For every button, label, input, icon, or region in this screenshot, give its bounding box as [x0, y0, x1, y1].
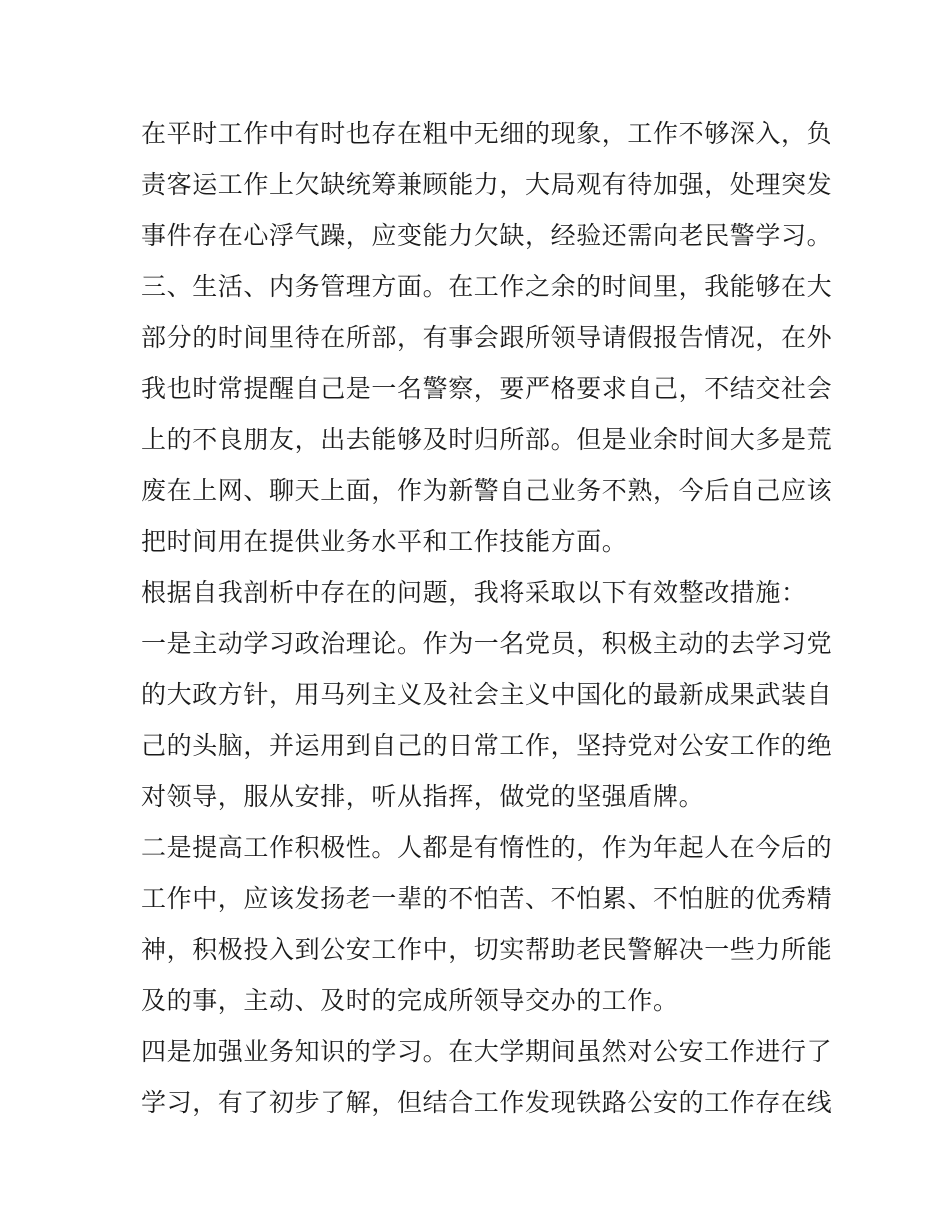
text-line: 己的头脑，并运用到自己的日常工作，坚持党对公安工作的绝 — [141, 731, 833, 760]
text-line: 把时间用在提供业务水平和工作技能方面。 — [141, 527, 628, 556]
text-line: 对领导，服从安排，听从指挥，做党的坚强盾牌。 — [141, 782, 705, 811]
text-line: 我也时常提醒自己是一名警察，要严格要求自己，不结交社会 — [141, 374, 833, 403]
text-line: 废在上网、聊天上面，作为新警自己业务不熟，今后自己应该 — [141, 476, 833, 505]
text-line: 根据自我剖析中存在的问题，我将采取以下有效整改措施： — [141, 578, 807, 607]
text-line: 学习，有了初步了解，但结合工作发现铁路公安的工作存在线 — [141, 1088, 833, 1117]
text-line: 部分的时间里待在所部，有事会跟所领导请假报告情况，在外 — [141, 323, 833, 352]
text-line: 神，积极投入到公安工作中，切实帮助老民警解决一些力所能 — [141, 935, 833, 964]
text-line: 工作中，应该发扬老一辈的不怕苦、不怕累、不怕脏的优秀精 — [141, 884, 833, 913]
text-line: 二是提高工作积极性。人都是有惰性的，作为年起人在今后的 — [141, 833, 833, 862]
text-line: 上的不良朋友，出去能够及时归所部。但是业余时间大多是荒 — [141, 425, 833, 454]
text-line: 三、生活、内务管理方面。在工作之余的时间里，我能够在大 — [141, 272, 833, 301]
text-line: 一是主动学习政治理论。作为一名党员，积极主动的去学习党 — [141, 629, 833, 658]
body-text — [141, 108, 833, 1128]
text-line: 及的事，主动、及时的完成所领导交办的工作。 — [141, 986, 679, 1015]
text-line: 事件存在心浮气躁，应变能力欠缺，经验还需向老民警学习。 — [141, 221, 833, 250]
text-line: 责客运工作上欠缺统筹兼顾能力，大局观有待加强，处理突发 — [141, 170, 833, 199]
text-line: 的大政方针，用马列主义及社会主义中国化的最新成果武装自 — [141, 680, 833, 709]
text-line: 在平时工作中有时也存在粗中无细的现象，工作不够深入，负 — [141, 119, 833, 148]
text-line: 四是加强业务知识的学习。在大学期间虽然对公安工作进行了 — [141, 1037, 833, 1066]
